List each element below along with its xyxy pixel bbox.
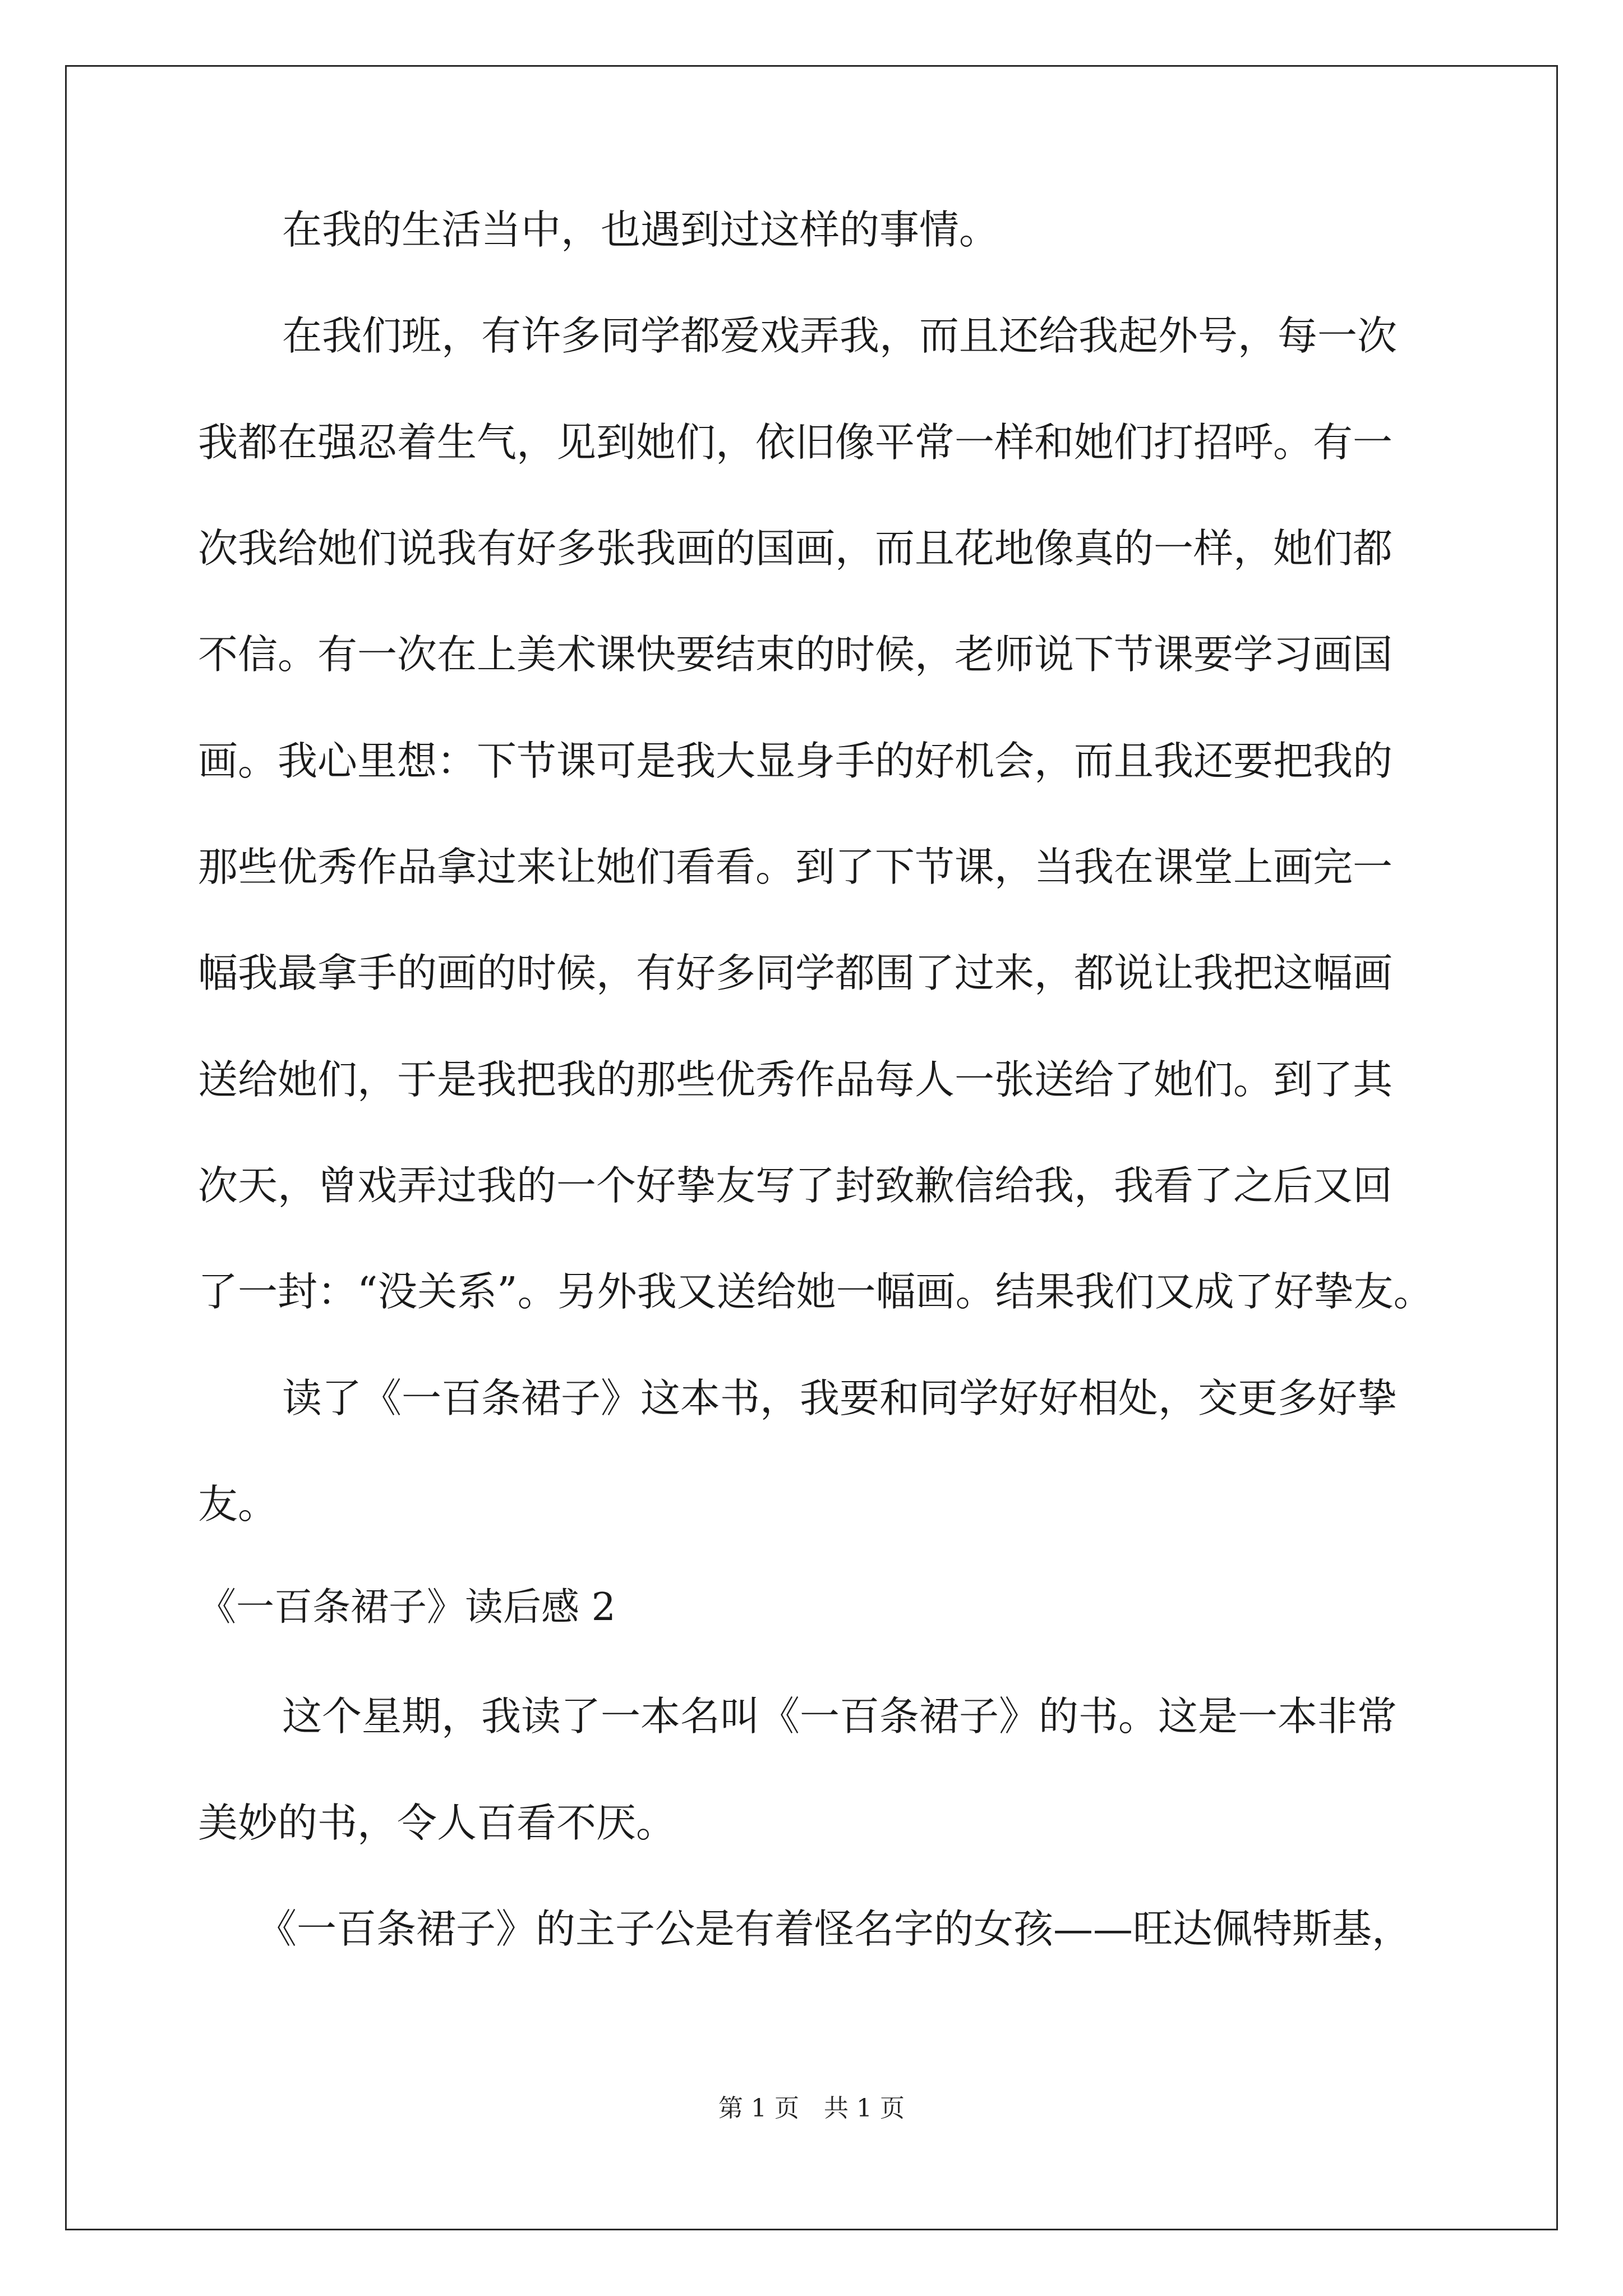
paragraph-line: 这个星期，我读了一本名叫《一百条裙子》的书。这是一本非常 (282, 1693, 1398, 1740)
paragraph-line: 在我们班，有许多同学都爱戏弄我，而且还给我起外号，每一次 (282, 312, 1398, 359)
paragraph-line: 我都在强忍着生气，见到她们，依旧像平常一样和她们打招呼。有一 (198, 419, 1393, 466)
paragraph-line: 了一封：“没关系”。另外我又送给她一幅画。结果我们又成了好挚友。 (198, 1268, 1433, 1315)
section-heading: 《一百条裙子》读后感 2 (198, 1585, 616, 1630)
paragraph-line: 不信。有一次在上美术课快要结束的时候，老师说下节课要学习画国 (198, 631, 1393, 678)
paragraph-line: 次天，曾戏弄过我的一个好挚友写了封致歉信给我，我看了之后又回 (198, 1162, 1393, 1209)
paragraph-line: 友。 (198, 1481, 278, 1527)
paragraph-line: 美妙的书，令人百看不厌。 (198, 1800, 676, 1846)
paragraph-line: 在我的生活当中，也遇到过这样的事情。 (282, 206, 999, 253)
paragraph-line: 次我给她们说我有好多张我画的国画，而且花地像真的一样，她们都 (198, 525, 1393, 572)
paragraph-line: 读了《一百条裙子》这本书，我要和同学好好相处，交更多好挚 (282, 1375, 1398, 1421)
paragraph-line: 那些优秀作品拿过来让她们看看。到了下节课，当我在课堂上画完一 (198, 844, 1393, 890)
paragraph-line: 《一百条裙子》的主子公是有着怪名字的女孩——旺达佩特斯基， (257, 1906, 1412, 1952)
page-footer: 第 1 页 共 1 页 (718, 2094, 905, 2123)
paragraph-line: 送给她们，于是我把我的那些优秀作品每人一张送给了她们。到了其 (198, 1056, 1393, 1103)
paragraph-line: 幅我最拿手的画的时候，有好多同学都围了过来，都说让我把这幅画 (198, 950, 1393, 996)
paragraph-line: 画。我心里想：下节课可是我大显身手的好机会，而且我还要把我的 (198, 738, 1393, 784)
